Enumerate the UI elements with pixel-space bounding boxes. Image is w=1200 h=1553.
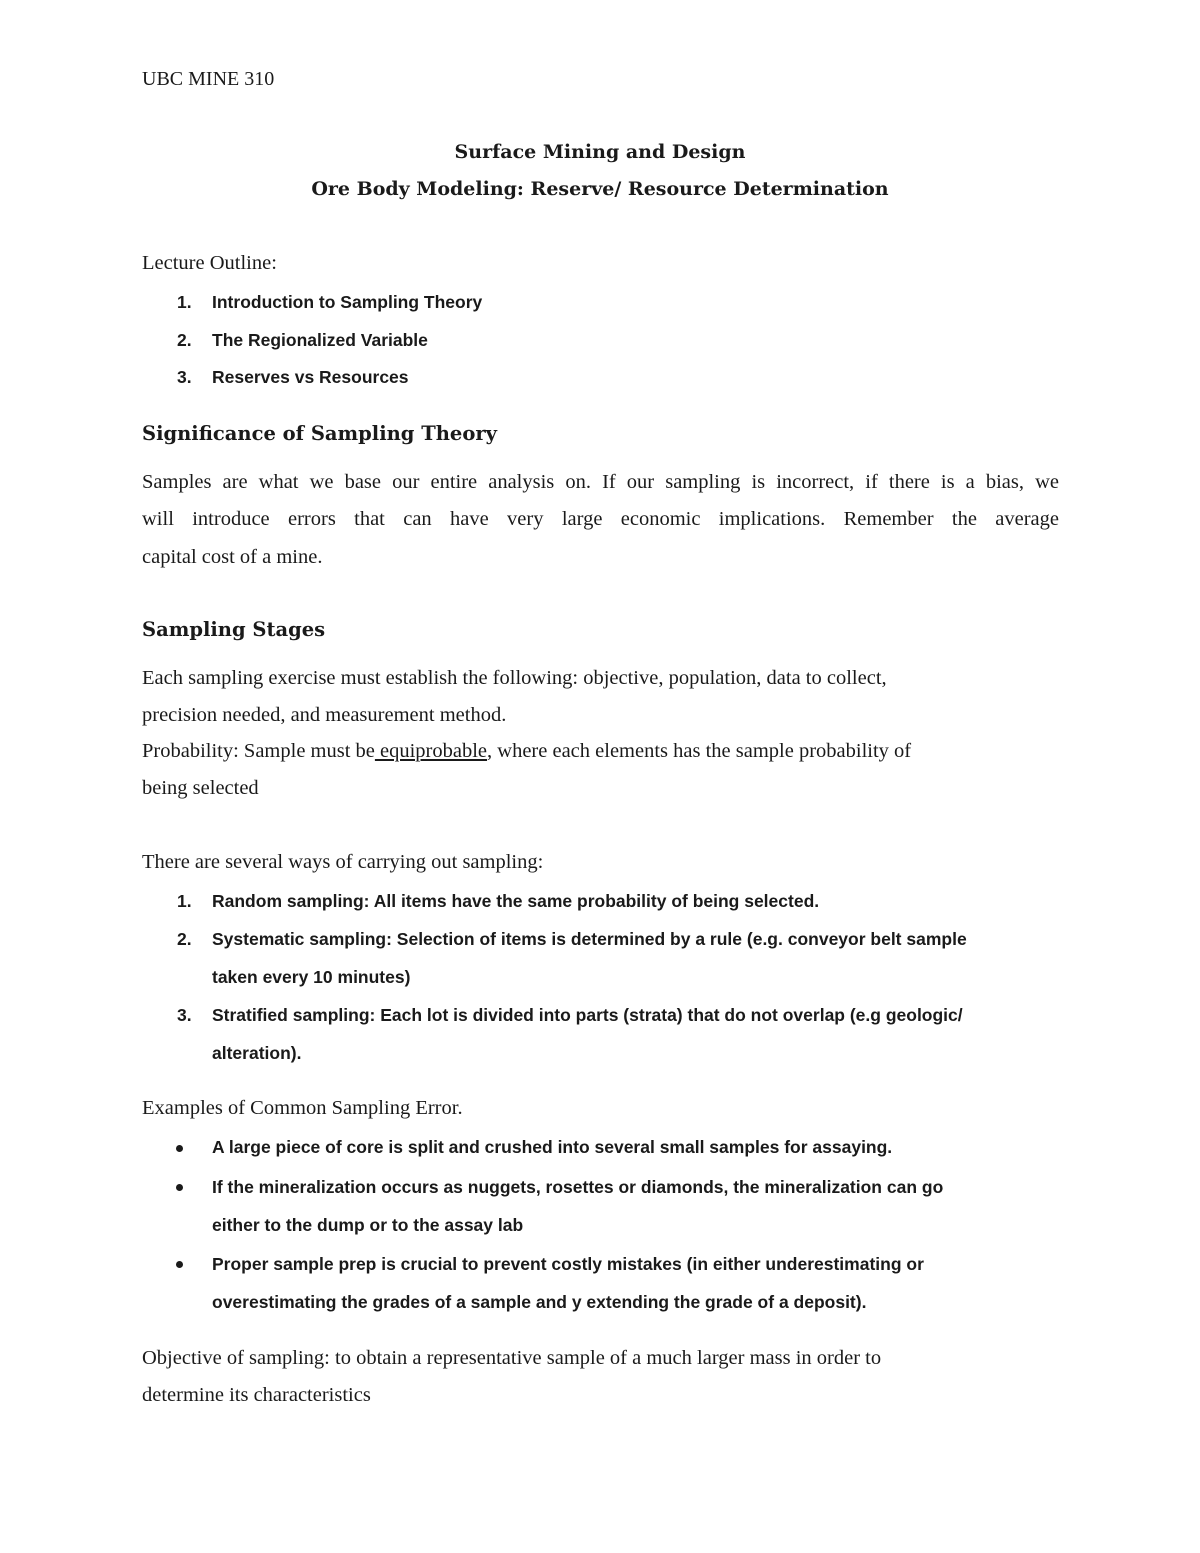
outline-item: Reserves vs Resources: [212, 367, 409, 387]
outline-number: 2.: [177, 330, 192, 350]
probability-prefix: Probability: Sample must be: [142, 740, 375, 762]
list-item-line: A large piece of core is split and crushed into several small samples for assaying.: [212, 1137, 893, 1157]
paragraph-line: Objective of sampling: to obtain a representative sample of a much larger mass in order to: [142, 1347, 882, 1369]
list-item-line: Random sampling: All items have the same probability of being selected.: [212, 891, 820, 911]
paragraph-line: Each sampling exercise must establish the following: objective, population, data to collect,: [142, 667, 887, 689]
list-item-line: Systematic sampling: Selection of items is determined by a rule (e.g. conveyor belt sample: [212, 929, 967, 949]
paragraph-line: will introduce errors that can have very large economic implications. Remember the average: [142, 508, 1059, 530]
list-item-line: alteration).: [212, 1043, 302, 1063]
list-item-line: overestimating the grades of a sample and y extending the grade of a deposit).: [212, 1292, 867, 1312]
outline-number: 1.: [177, 292, 192, 312]
bullet-icon: [176, 1145, 183, 1152]
list-item-line: taken every 10 minutes): [212, 967, 411, 987]
paragraph-line: There are several ways of carrying out sampling:: [142, 851, 544, 873]
list-item-line: If the mineralization occurs as nuggets, rosettes or diamonds, the mineralization can go: [212, 1177, 944, 1197]
paragraph-line: capital cost of a mine.: [142, 546, 323, 568]
paragraph-line: precision needed, and measurement method.: [142, 704, 507, 726]
course-code: UBC MINE 310: [142, 68, 275, 90]
bullet-icon: [176, 1261, 183, 1268]
list-item-line: Stratified sampling: Each lot is divided into parts (strata) that do not overlap (e.g geologic/: [212, 1005, 963, 1025]
section-heading-stages: Sampling Stages: [142, 618, 326, 641]
paragraph-line: being selected: [142, 777, 259, 799]
list-number: 3.: [177, 1005, 192, 1025]
equiprobable-term: equiprobable: [374, 740, 488, 762]
list-item-line: Proper sample prep is crucial to prevent costly mistakes (in either underestimating or: [212, 1254, 924, 1274]
probability-line: [142, 740, 911, 763]
outline-number: 3.: [177, 367, 192, 387]
bullet-icon: [176, 1184, 183, 1191]
outline-item: Introduction to Sampling Theory: [212, 292, 483, 312]
list-number: 2.: [177, 929, 192, 949]
outline-item: The Regionalized Variable: [212, 330, 428, 350]
probability-suffix: , where each elements has the sample probability of: [487, 740, 912, 762]
outline-label: Lecture Outline:: [142, 252, 277, 274]
list-number: 1.: [177, 891, 192, 911]
section-heading-significance: Significance of Sampling Theory: [142, 422, 497, 445]
paragraph-line: Examples of Common Sampling Error.: [142, 1097, 463, 1119]
list-item-line: either to the dump or to the assay lab: [212, 1215, 524, 1235]
paragraph-line: determine its characteristics: [142, 1384, 371, 1406]
document-title: Surface Mining and Design: [454, 141, 746, 163]
document-subtitle: Ore Body Modeling: Reserve/ Resource Determination: [311, 178, 889, 200]
paragraph-line: Samples are what we base our entire analysis on. If our sampling is incorrect, if there is a bias, we: [142, 471, 1059, 493]
